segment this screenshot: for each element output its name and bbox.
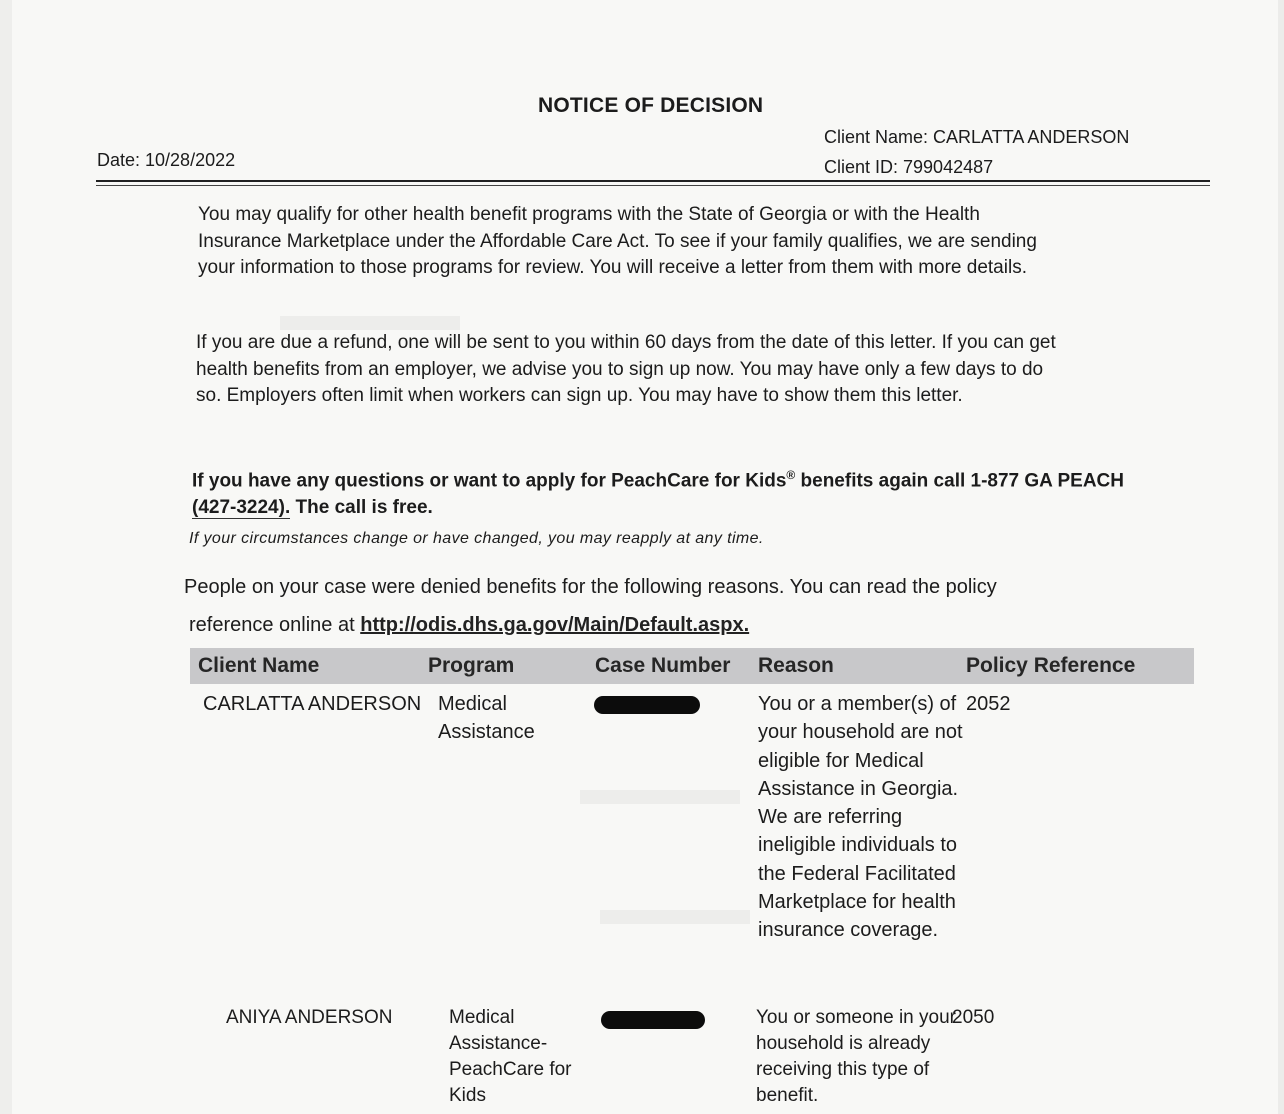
questions-text: If you have any questions or want to apply for PeachCare for Kids <box>192 470 787 492</box>
client-name: Client Name: CARLATTA ANDERSON <box>824 127 1130 147</box>
bleed-through-mark <box>580 790 740 804</box>
row2-program: Medical Assistance-PeachCare for Kids <box>449 1007 572 1106</box>
marketplace-paragraph: You may qualify for other health benefit programs with the State of Georgia or with the Health Insurance Marketplace under the Affordable Care Act. To see if your family qualifies, we are sending your information to those programs for review. You will receive a letter from them with more details. <box>198 204 1037 278</box>
notice-date: Date: 10/28/2022 <box>97 150 236 170</box>
header-rule-thin <box>96 185 1210 186</box>
client-info <box>824 122 1129 182</box>
denied-paragraph <box>184 568 1084 644</box>
notice-title: NOTICE OF DECISION <box>538 94 764 117</box>
row2-policy-reference: 2050 <box>952 1007 995 1028</box>
row2-reason: You or someone in your household is already receiving this type of benefit. <box>756 1007 956 1106</box>
phone-number: (427-3224). <box>192 497 291 519</box>
row1-program: Medical Assistance <box>438 693 535 744</box>
redacted-case-number <box>594 696 700 714</box>
reapply-note: If your circumstances change or have changed, you may reapply at any time. <box>189 530 764 547</box>
questions-text-2: benefits again call 1-877 GA PEACH <box>795 470 1124 492</box>
registered-mark: ® <box>786 468 796 482</box>
header-rule <box>96 180 1210 182</box>
header-program: Program <box>428 654 515 677</box>
questions-text-3: The call is free. <box>290 497 433 519</box>
redacted-case-number <box>601 1011 705 1029</box>
table-header <box>190 648 1194 684</box>
row2-client-name: ANIYA ANDERSON <box>226 1007 393 1028</box>
denied-line-2 <box>184 606 1084 644</box>
refund-paragraph: If you are due a refund, one will be sent to you within 60 days from the date of this letter. If you can get health benefits from an employer, we advise you to sign up now. You may have only a few days to do so. Employers often limit when workers can sign up. You may have to show them this letter. <box>196 332 1056 406</box>
denied-line-2-text: reference online at <box>189 614 361 636</box>
header-policy-reference: Policy Reference <box>966 654 1136 677</box>
client-id: Client ID: 799042487 <box>824 157 994 177</box>
paper-edge-right <box>1278 0 1284 1114</box>
denied-line-1: People on your case were denied benefits for the following reasons. You can read the policy <box>184 576 997 598</box>
row1-policy-reference: 2052 <box>966 693 1011 715</box>
policy-link[interactable]: http://odis.dhs.ga.gov/Main/Default.aspx. <box>360 614 750 636</box>
paper-edge-left <box>0 0 12 1114</box>
questions-paragraph <box>192 462 1152 521</box>
header-reason: Reason <box>758 654 834 677</box>
bleed-through-mark <box>600 910 750 924</box>
header-case-number: Case Number <box>595 654 731 677</box>
row1-client-name: CARLATTA ANDERSON <box>203 693 422 715</box>
row1-reason: You or a member(s) of your household are not eligible for Medical Assistance in Georgia. We are referring ineligible individuals to the Federal Facilitated Marketplace for health insurance coverage. <box>758 693 963 942</box>
bleed-through-mark <box>280 316 460 330</box>
header-client-name: Client Name <box>198 654 320 677</box>
